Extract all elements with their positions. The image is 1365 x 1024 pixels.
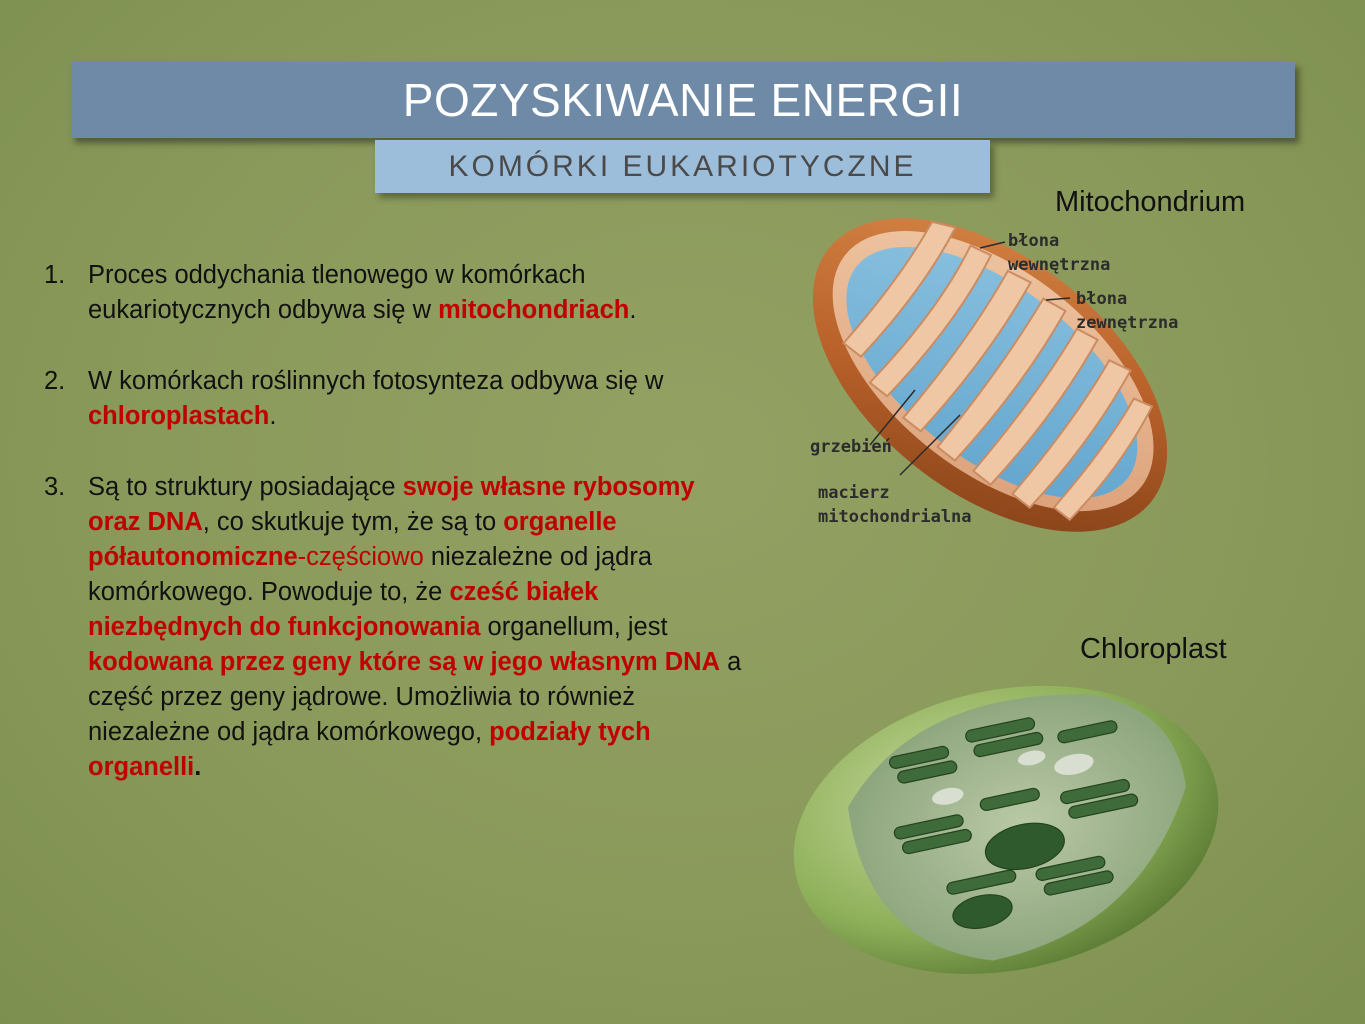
label-inner-membrane-1: błona xyxy=(1008,231,1060,251)
text-span: Proces oddychania tlenowego w komórkach eukariotycznych odbywa się w xyxy=(88,261,586,324)
text-span: . xyxy=(269,402,277,430)
list-item-1 xyxy=(44,258,744,328)
text-span: . xyxy=(194,753,202,781)
item-text xyxy=(88,364,744,434)
slide-title: POZYSKIWANIE ENERGII xyxy=(71,62,1295,138)
content-list xyxy=(44,258,744,821)
text-span: Są to struktury posiadające xyxy=(88,473,403,501)
text-span: organellum, jest xyxy=(480,613,668,641)
item-number: 3. xyxy=(44,473,66,501)
item-number: 1. xyxy=(44,261,66,289)
text-span: a część przez geny jądrowe. Umożliwia to również niezależne od jądra komórkowego, xyxy=(88,648,742,746)
highlight-span: organelle półautonomiczne xyxy=(88,508,617,571)
chloroplast-illustration xyxy=(785,655,1225,995)
text-span: , co skutkuje tym, że są to xyxy=(202,508,504,536)
slide-subtitle: KOMÓRKI EUKARIOTYCZNE xyxy=(375,140,990,193)
label-outer-membrane-1: błona xyxy=(1076,289,1128,309)
highlight-plain-span: -częściowo xyxy=(297,543,424,571)
highlight-span: kodowana przez geny które są w jego własnym DNA xyxy=(88,648,720,676)
label-matrix-2: mitochondrialna xyxy=(818,507,972,527)
highlight-span: chloroplastach xyxy=(88,402,270,430)
label-inner-membrane-2: wewnętrzna xyxy=(1008,255,1111,275)
text-span: W komórkach roślinnych fotosynteza odbywa się w xyxy=(88,367,664,395)
highlight-span: mitochondriach xyxy=(438,296,630,324)
label-crista: grzebień xyxy=(810,437,892,457)
list-item-2 xyxy=(44,364,744,434)
label-matrix-1: macierz xyxy=(818,483,890,503)
mitochondrion-illustration xyxy=(790,190,1210,560)
chloroplast-heading: Chloroplast xyxy=(1080,633,1227,665)
list-item-3 xyxy=(44,470,744,785)
text-span: . xyxy=(629,296,637,324)
item-text xyxy=(88,258,744,328)
item-text xyxy=(88,470,744,785)
highlight-span: swoje własne rybosomy oraz DNA xyxy=(88,473,695,536)
mitochondrium-heading: Mitochondrium xyxy=(1055,186,1246,218)
label-outer-membrane-2: zewnętrzna xyxy=(1076,313,1179,333)
text-span: niezależne od jądra komórkowego. Powoduje to, że xyxy=(88,543,653,606)
item-number: 2. xyxy=(44,367,66,395)
highlight-span: podziały tych organelli xyxy=(88,718,651,781)
highlight-span: cześć białek niezbędnych do funkcjonowania xyxy=(88,578,599,641)
